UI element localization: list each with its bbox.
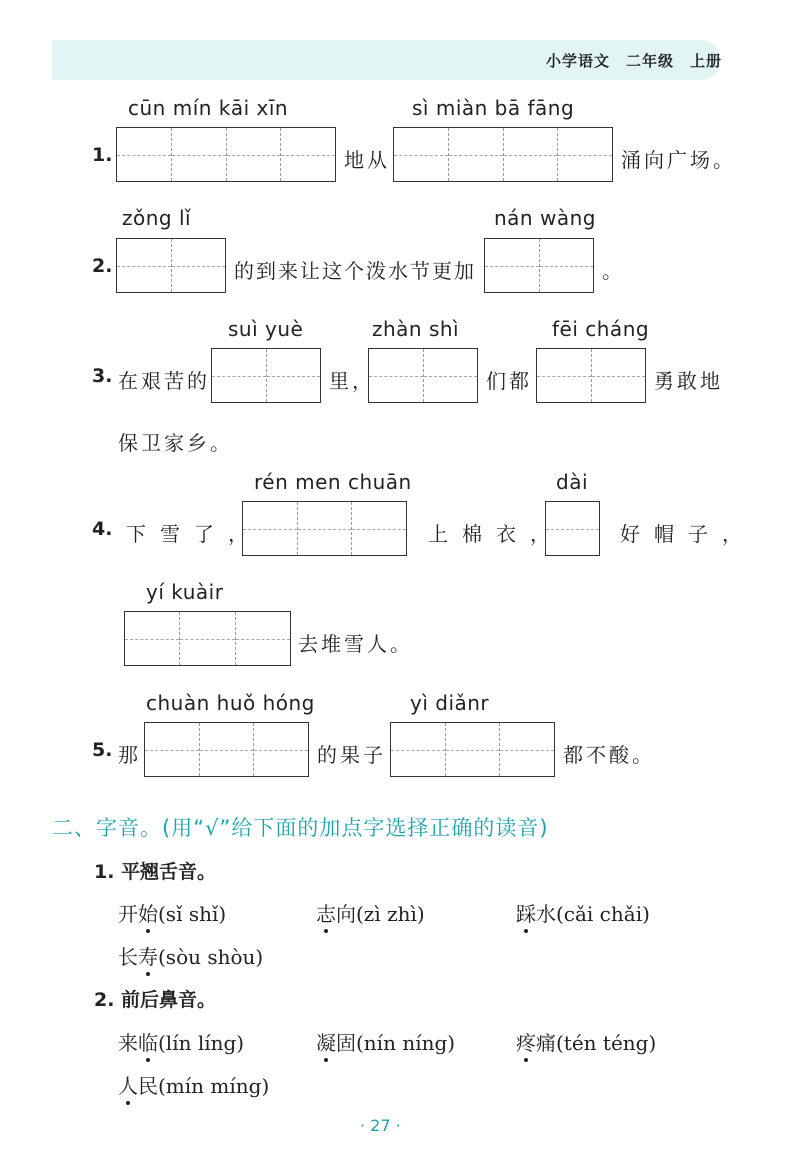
q4-answer-grid-3[interactable] <box>124 611 291 666</box>
q5-pinyin-2: yì diǎnr <box>410 691 490 715</box>
s2-item-6-char-b: 固 <box>336 1031 356 1055</box>
s2-item-5-pinyin: (lín líng) <box>158 1031 245 1055</box>
s2-item-7-pinyin: (tén téng) <box>556 1031 657 1055</box>
q1-answer-grid-1[interactable] <box>116 127 336 182</box>
q4-pinyin-1: rén men chuān <box>254 470 412 494</box>
q3-text-2: 们都 <box>486 369 532 393</box>
q1-text-2: 涌向广场。 <box>621 148 736 172</box>
page-number: · 27 · <box>360 1116 401 1135</box>
q3-text-4: 保卫家乡。 <box>118 431 233 455</box>
q2-pinyin-1: zǒng lǐ <box>122 206 192 230</box>
s2-item-5-char-a: 来 <box>118 1031 138 1055</box>
section-2-sub1: 1. 平翘舌音。 <box>94 861 217 883</box>
s2-item-3-pinyin: (cǎi chǎi) <box>556 902 650 926</box>
q3-pinyin-3: fēi cháng <box>552 317 650 341</box>
q5-text-0: 那 <box>118 743 141 767</box>
q1-pinyin-1: cūn mín kāi xīn <box>128 96 289 120</box>
s2-item-3-char-a: 踩 <box>516 898 536 927</box>
s2-item-6-pinyin: (nín níng) <box>356 1031 456 1055</box>
s2-item-4[interactable] <box>118 941 263 970</box>
s2-item-4-char-a: 长 <box>118 945 138 969</box>
q4-answer-grid-1[interactable] <box>242 501 407 556</box>
s2-item-2-char-a: 志 <box>316 898 336 927</box>
q5-number: 5. <box>92 739 113 761</box>
q3-text-0: 在艰苦的 <box>118 369 210 393</box>
s2-item-8-pinyin: (mín míng) <box>158 1074 270 1098</box>
s2-item-2-char-b: 向 <box>336 902 356 926</box>
q1-number: 1. <box>92 144 113 166</box>
q4-pinyin-3: yí kuàir <box>146 580 224 604</box>
s2-item-4-pinyin: (sòu shòu) <box>158 945 264 969</box>
q3-answer-grid-2[interactable] <box>368 348 478 403</box>
q3-number: 3. <box>92 365 113 387</box>
q4-text-1: 上棉衣， <box>428 522 564 546</box>
q4-pinyin-2: dài <box>556 470 589 494</box>
q2-answer-grid-1[interactable] <box>116 238 226 293</box>
s2-item-2-pinyin: (zì zhì) <box>356 902 425 926</box>
q2-number: 2. <box>92 255 113 277</box>
q3-pinyin-2: zhàn shì <box>372 317 460 341</box>
q2-answer-grid-2[interactable] <box>484 238 594 293</box>
q4-answer-grid-2[interactable] <box>545 501 600 556</box>
s2-item-7[interactable] <box>516 1027 656 1056</box>
s2-item-3-char-b: 水 <box>536 902 556 926</box>
section-2-title: 二、字音。(用“√”给下面的加点字选择正确的读音) <box>52 816 549 840</box>
q3-pinyin-1: suì yuè <box>228 317 304 341</box>
q4-text-2: 好帽子， <box>620 522 756 546</box>
q1-pinyin-2: sì miàn bā fāng <box>412 96 575 120</box>
q5-answer-grid-1[interactable] <box>144 722 309 777</box>
s2-item-7-char-b: 痛 <box>536 1031 556 1055</box>
q4-text-3: 去堆雪人。 <box>298 632 413 656</box>
s2-item-2[interactable] <box>316 898 425 927</box>
s2-item-3[interactable] <box>516 898 650 927</box>
s2-item-8-char-a: 人 <box>118 1070 138 1099</box>
s2-item-1[interactable] <box>118 898 226 927</box>
q3-text-3: 勇敢地 <box>654 369 723 393</box>
q3-text-1: 里， <box>329 369 375 393</box>
q3-answer-grid-1[interactable] <box>211 348 321 403</box>
q5-answer-grid-2[interactable] <box>390 722 555 777</box>
s2-item-7-char-a: 疼 <box>516 1027 536 1056</box>
s2-item-5[interactable] <box>118 1027 244 1056</box>
s2-item-1-char-b: 始 <box>138 898 158 927</box>
s2-item-8[interactable] <box>118 1070 269 1099</box>
q5-pinyin-1: chuàn huǒ hóng <box>146 691 315 715</box>
s2-item-8-char-b: 民 <box>138 1074 158 1098</box>
q2-text-1: 的到来让这个泼水节更加 <box>234 259 476 283</box>
s2-item-1-pinyin: (sǐ shǐ) <box>158 902 227 926</box>
q2-text-2: 。 <box>602 259 625 283</box>
header-title: 小学语文 二年级 上册 <box>545 52 722 70</box>
s2-item-4-char-b: 寿 <box>138 941 158 970</box>
q1-text-1: 地从 <box>344 148 390 172</box>
q4-number: 4. <box>92 518 113 540</box>
section-2-sub2: 2. 前后鼻音。 <box>94 989 217 1011</box>
s2-item-6-char-a: 凝 <box>316 1027 336 1056</box>
q4-text-0: 下雪了， <box>126 522 262 546</box>
s2-item-1-char-a: 开 <box>118 902 138 926</box>
q5-text-1: 的果子 <box>317 743 386 767</box>
q3-answer-grid-3[interactable] <box>536 348 646 403</box>
q1-answer-grid-2[interactable] <box>393 127 613 182</box>
q2-pinyin-2: nán wàng <box>494 206 596 230</box>
s2-item-5-char-b: 临 <box>138 1027 158 1056</box>
s2-item-6[interactable] <box>316 1027 455 1056</box>
q5-text-2: 都不酸。 <box>563 743 655 767</box>
